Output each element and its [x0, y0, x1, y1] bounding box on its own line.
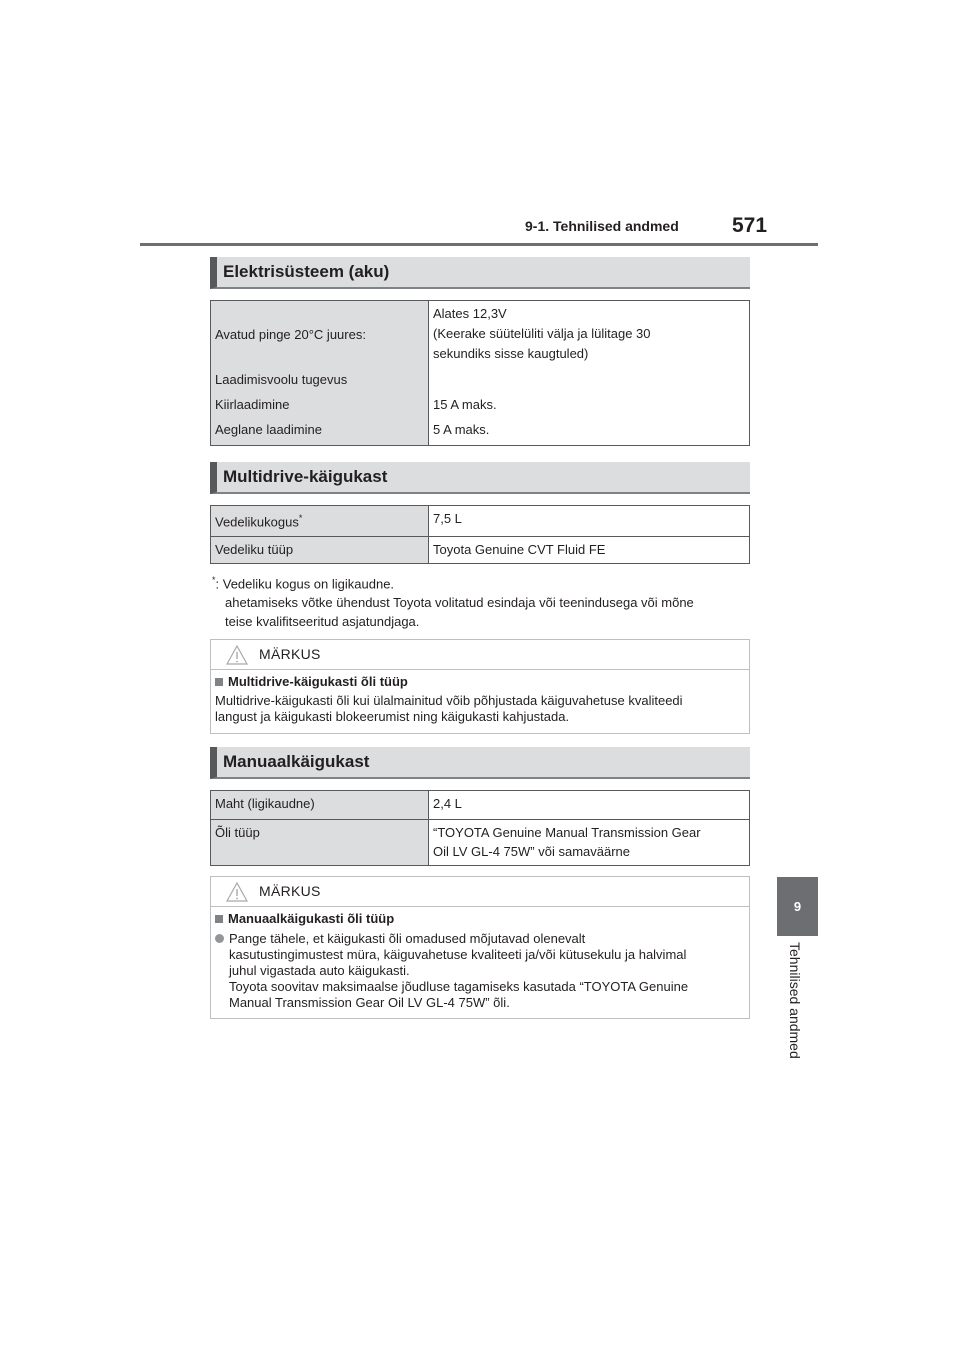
- table-value: “TOYOTA Genuine Manual Transmission Gear Oil LV GL-4 75W” või samaväärne: [429, 820, 750, 866]
- table-label: Vedeliku tüüp: [211, 537, 429, 564]
- manual-spec-table: [210, 790, 750, 866]
- section-title: 9-1. Tehnilised andmed: [525, 218, 679, 234]
- table-label: Laadimisvoolu tugevus: [211, 367, 429, 392]
- table-label: Vedelikukogus*: [211, 506, 429, 537]
- note-text: Manual Transmission Gear Oil LV GL-4 75W” õli.: [229, 995, 510, 1010]
- table-row: [211, 537, 750, 564]
- table-label: Õli tüüp: [211, 820, 429, 866]
- square-bullet-icon: [215, 678, 223, 686]
- footnote: *: Vedeliku kogus on ligikaudne. ahetamiseks võtke ühendust Toyota volitatud esindaja või teenindusega või mõne teise kvalifitseeritud asjatundjaga.: [212, 575, 694, 630]
- round-bullet-icon: [215, 934, 224, 943]
- table-row: [211, 367, 750, 392]
- battery-heading: Elektrisüsteem (aku): [210, 257, 750, 289]
- page-number: 571: [732, 214, 768, 237]
- warning-icon: [226, 645, 248, 665]
- note-body: [211, 907, 749, 1017]
- table-value: 5 A maks.: [429, 417, 750, 445]
- table-value: Toyota Genuine CVT Fluid FE: [429, 537, 750, 564]
- note-text: Pange tähele, et käigukasti õli omadused mõjutavad olenevalt: [229, 931, 586, 946]
- manual-heading: Manuaalkäigukast: [210, 747, 750, 779]
- table-row: [211, 417, 750, 445]
- footnote-marker: *: [298, 513, 303, 523]
- table-row: [211, 820, 750, 866]
- battery-spec-table: [210, 300, 750, 446]
- table-label: Avatud pinge 20°C juures:: [211, 301, 429, 368]
- table-row: [211, 791, 750, 820]
- note-subheading: Multidrive-käigukasti õli tüüp: [228, 674, 408, 689]
- multidrive-spec-table: [210, 505, 750, 564]
- caution-note-manual: [210, 876, 750, 1019]
- note-text: langust ja käigukasti blokeerumist ning käigukasti kahjustada.: [215, 709, 570, 724]
- chapter-number: 9: [793, 899, 802, 914]
- note-title: MÄRKUS: [259, 646, 321, 662]
- chapter-label-text: Tehnilised andmed: [787, 942, 803, 1059]
- note-text: kasutustingimustest müra, käiguvahetuse kvaliteeti ja/või kütusekulu ja halvimal: [229, 947, 687, 962]
- caution-note-multidrive: [210, 639, 750, 734]
- note-subheading: Manuaalkäigukasti õli tüüp: [228, 911, 395, 926]
- square-bullet-icon: [215, 915, 223, 923]
- table-label: Aeglane laadimine: [211, 417, 429, 445]
- note-text: juhul vigastada auto käigukasti.: [229, 963, 410, 978]
- table-value: Alates 12,3V (Keerake süütelüliti välja ja lülitage 30 sekundiks sisse kaugtuled): [429, 301, 750, 368]
- note-title: MÄRKUS: [259, 883, 321, 899]
- note-text: Multidrive-käigukasti õli kui ülalmainitud võib põhjustada käiguvahetuse kvaliteedi: [215, 693, 683, 708]
- table-label: Kiirlaadimine: [211, 392, 429, 417]
- table-row: [211, 506, 750, 537]
- header-rule: [140, 243, 818, 246]
- table-value: 2,4 L: [429, 791, 750, 820]
- table-value: [429, 367, 750, 392]
- table-value: 7,5 L: [429, 506, 750, 537]
- note-body: [211, 670, 749, 731]
- chapter-side-label: [786, 942, 806, 1077]
- table-value: 15 A maks.: [429, 392, 750, 417]
- table-row: [211, 301, 750, 368]
- note-text: Toyota soovitav maksimaalse jõudluse tagamiseks kasutada “TOYOTA Genuine: [229, 979, 689, 994]
- warning-icon: [226, 882, 248, 902]
- table-label: Maht (ligikaudne): [211, 791, 429, 820]
- note-header: [211, 877, 749, 907]
- note-header: [211, 640, 749, 670]
- table-row: [211, 392, 750, 417]
- chapter-tab[interactable]: [777, 877, 818, 936]
- multidrive-heading: Multidrive-käigukast: [210, 462, 750, 494]
